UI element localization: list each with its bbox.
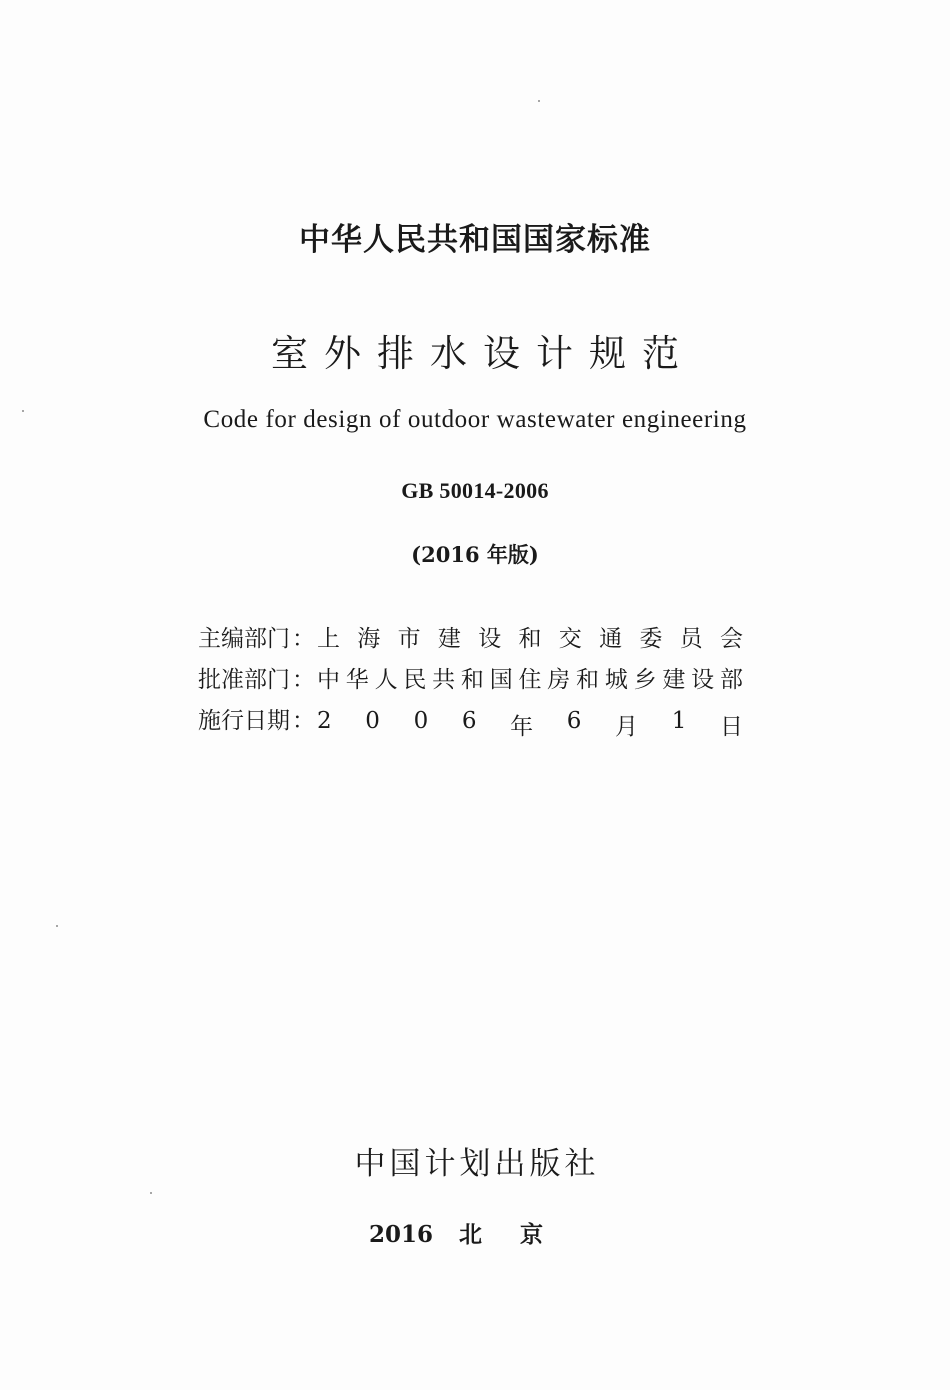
meta-char: 月: [615, 714, 639, 740]
meta-char: 和: [576, 667, 600, 693]
meta-colon: ：: [292, 667, 315, 693]
meta-char: 建: [662, 667, 686, 693]
meta-char: 建: [437, 626, 461, 652]
meta-char: 市: [397, 626, 421, 652]
meta-char: 房: [547, 667, 571, 693]
meta-char: 华: [345, 667, 369, 693]
meta-char: 中: [317, 667, 340, 693]
meta-char: 国: [489, 667, 513, 693]
meta-colon: ：: [292, 708, 315, 734]
publication-metadata: [198, 620, 743, 743]
meta-char: 设: [478, 626, 502, 652]
publication-year: 2016: [368, 1221, 433, 1248]
meta-char: 委: [639, 626, 663, 652]
document-title-english: Code for design of outdoor wastewater engineering: [203, 406, 747, 433]
chief-editor-value: [317, 620, 743, 653]
meta-char: 民: [403, 667, 427, 693]
meta-char: 员: [679, 626, 703, 652]
meta-char: 海: [357, 626, 381, 652]
approval-dept-row: [198, 661, 743, 702]
meta-label: 施行日期: [198, 708, 290, 734]
meta-char: 通: [599, 626, 623, 652]
meta-char: 城: [604, 667, 628, 693]
standard-series-heading: 中华人民共和国国家标准: [299, 222, 651, 258]
meta-char: 会: [719, 626, 743, 652]
meta-label: 主编部门: [198, 626, 290, 652]
publisher-name: 中国计划出版社: [354, 1146, 600, 1182]
meta-char: 上: [317, 626, 340, 652]
meta-char: 设: [691, 667, 715, 693]
meta-char: 0: [365, 708, 380, 734]
chief-editor-row: [198, 620, 743, 661]
effective-date-row: [198, 702, 743, 743]
meta-char: 6: [566, 708, 582, 734]
document-title-chinese: 室外排水设计规范: [271, 332, 695, 375]
meta-char: 交: [558, 626, 582, 652]
effective-date-value: [317, 708, 743, 741]
meta-char: 6: [461, 708, 477, 734]
publication-year-city: [0, 1216, 950, 1249]
meta-label: 批准部门: [198, 667, 290, 693]
scan-speck: [56, 925, 58, 927]
meta-char: 2: [317, 708, 332, 734]
edition-label: (2016 年版): [411, 542, 539, 567]
meta-char: 部: [719, 667, 743, 693]
meta-char: 人: [374, 667, 398, 693]
standard-code: GB 50014-2006: [401, 478, 549, 503]
meta-char: 和: [518, 626, 542, 652]
scan-speck: [538, 100, 540, 102]
approval-dept-value: [317, 661, 743, 694]
meta-char: 0: [413, 708, 429, 734]
meta-char: 日: [719, 714, 743, 740]
scan-speck: [150, 1192, 152, 1194]
meta-char: 1: [671, 708, 687, 734]
meta-char: 住: [518, 667, 542, 693]
meta-char: 共: [432, 667, 456, 693]
meta-char: 和: [460, 667, 484, 693]
meta-colon: ：: [292, 626, 315, 652]
meta-char: 乡: [633, 667, 657, 693]
meta-char: 年: [510, 714, 534, 740]
publication-city: 北京: [459, 1221, 581, 1248]
